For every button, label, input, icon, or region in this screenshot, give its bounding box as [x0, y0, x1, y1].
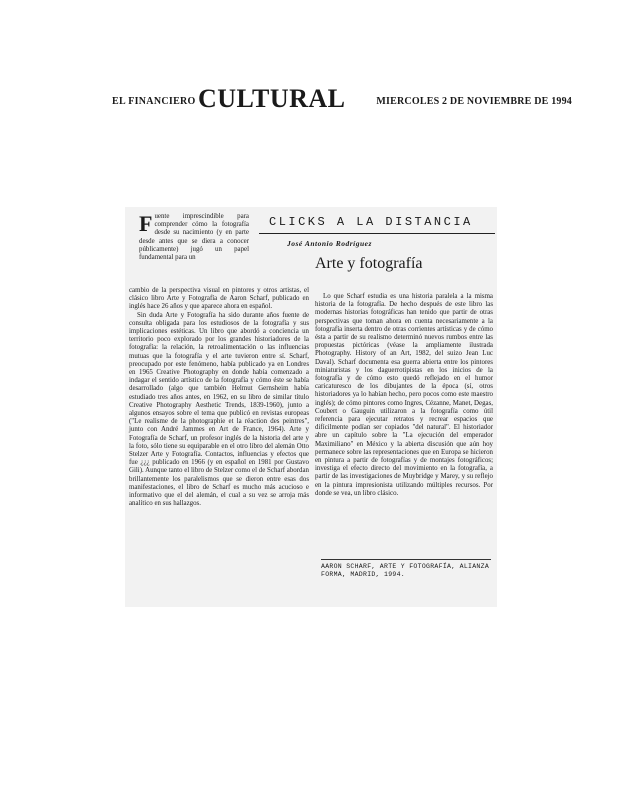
publication-name: EL FINANCIERO [112, 96, 196, 107]
intro-column [139, 213, 249, 262]
left-paragraph: cambio de la perspectiva visual en pintores y otros artistas, el clásico libro Arte y Fotografía de Aaron Scharf, publicado en inglés hace 26 años y que aparece ahora en español. [129, 287, 309, 311]
section-title: CULTURAL [198, 84, 346, 113]
left-column [129, 287, 309, 508]
article-title: Arte y fotografía [315, 255, 423, 272]
right-column [315, 293, 493, 498]
header-divider [259, 233, 495, 234]
credit-divider [321, 559, 491, 560]
masthead [112, 86, 572, 114]
book-credit: AARON SCHARF, ARTE Y FOTOGRAFÍA, ALIANZA FORMA, MADRID, 1994. [321, 563, 490, 578]
right-paragraph: Lo que Scharf estudia es una historia paralela a la misma historia de la fotografía. De hecho después de este libro las modernas historias fotográficas han tenido que partir de otras perspectivas que toman ahora en cuenta necesariamente a la fotografía inserta dentro de otras corrientes artísticas y de cómo ésta a partir de su realismo determinó nuevos rumbos entre las propuestas pictóricas (véase la ampliamente ilustrada Photography. History of an Art, 1982, del suizo Jean Luc Daval). Scharf documenta esa guerra abierta entre los pintores miniaturistas y los daguerrotipistas en los inicios de la fotografía y de cómo esto quedó reflejado en el humor caricaturesco de los dibujantes de la época (sí, otros historiadores ya lo habían hecho, pero pocos como este maestro inglés); de cómo pintores como Ingres, Cézanne, Manet, Degas, Coubert o Gauguin utilizaron a la fotografía como útil referencia para ejecutar retratos y recrear espacios que difícilmente podían ser copiados "del natural". El historiador abre un capítulo sobre la "La ejecución del emperador Maximiliano" en México y la abierta discusión que aún hoy permanece sobre las representaciones que en Europa se hicieron en pintura a partir de fotografías y de montajes fotográficos; investiga el efecto directo del movimiento en la fotografía, a partir de las investigaciones de Muybridge y Marey, y su reflejo en la pintura impresionista utilizando múltiples recursos. Por donde se vea, un libro clásico. [315, 293, 493, 497]
column-series-title: CLICKS A LA DISTANCIA [269, 215, 473, 229]
newspaper-clipping [125, 207, 497, 607]
drop-cap: F [139, 211, 153, 236]
intro-text: uente imprescindible para comprender cómo la fotografía desde su nacimiento (y en parte desde antes que se diera a conocer públicamente) jugó un papel fundamental para un [139, 213, 249, 262]
issue-date: MIERCOLES 2 DE NOVIEMBRE DE 1994 [376, 96, 572, 107]
article-author: José Antonio Rodríguez [287, 239, 372, 248]
left-paragraph: Sin duda Arte y Fotografía ha sido durante años fuente de consulta obligada para los estudiosos de la fotografía y sus implicaciones estéticas. Un libro que abordó a conciencia un territorio poco explorado por los grandes historiadores de la fotografía: la relación, la retroalimentación o las influencias mutuas que la fotografía y el arte tuvieron entre sí. Scharf, preocupado por este fenómeno, había publicado ya en Londres en 1965 Creative Photography en donde había comenzado a indagar el sentido artístico de la fotografía y cómo éste se había desarrollado (algo que también Helmut Gernsheim había estudiado tres años antes, en 1962, en su libro de similar título Creative Photography Aesthetic Trends, 1839-1960), junto a algunos ensayos sobre el tema que publicó en revistas europeas ("Le realisme de la photographie et la réaction des peintres", junto con André Jammes en Art de France, 1964). Arte y Fotografía de Scharf, un profesor inglés de la historia del arte y la foto, sólo tiene su equiparable en el otro libro del alemán Otto Stelzer Arte y Fotografía. Contactos, influencias y efectos que fue ¿¿¿ publicado en 1966 (y en español en 1981 por Gustavo Gili). Aunque tanto el libro de Stelzer como el de Scharf abordan brillantemente los paralelismos que se dieron entre esas dos manifestaciones, el libro de Scharf es mucho más acucioso e informativo que el del alemán, el cual a su vez se arroja más analítico en sus hallazgos. [129, 311, 309, 508]
article-header [259, 207, 495, 283]
intro-paragraph [139, 213, 249, 262]
